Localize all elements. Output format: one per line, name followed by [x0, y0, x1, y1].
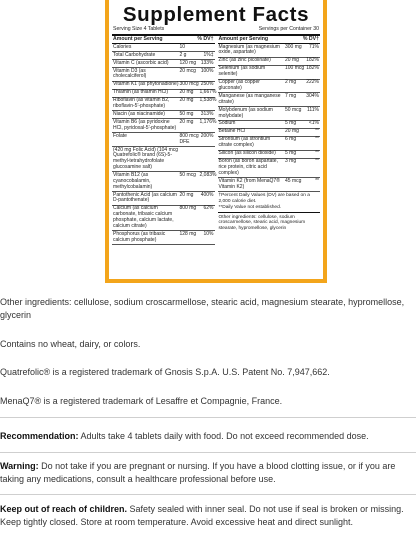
nutrient-dv: 133% [200, 59, 214, 66]
nutrient-row [218, 178, 321, 192]
nutrient-dv: 200% [200, 132, 214, 139]
allergen-text: Contains no wheat, dairy, or colors. [0, 339, 141, 349]
nutrient-row [112, 192, 215, 206]
nutrient-dv: 100% [200, 67, 214, 74]
nutrient-dv: 182% [306, 65, 319, 72]
nutrient-name: Strontium (as strontium citrate complex) [218, 136, 271, 149]
nutrient-name: Vitamin D3 (as cholecalciferol) [113, 67, 147, 80]
nutrient-dv: ** [315, 177, 319, 184]
nutrient-name: Silicon (as silicon dioxide) [218, 150, 276, 157]
serving-size: Serving Size 4 Tablets [113, 26, 165, 32]
nutrient-amount: 20 mcg [179, 67, 196, 74]
servings-per-container: Servings per Container 30 [258, 26, 319, 32]
nutrient-name: Vitamin K1 (as phytonadione) [113, 81, 179, 88]
nutrient-dv: 71% [308, 43, 319, 50]
nutrient-row [218, 80, 321, 94]
nutrient-dv: 250% [200, 81, 214, 88]
nutrient-dv: 222% [306, 79, 319, 86]
nutrient-amount: 120 mg [179, 59, 197, 66]
nutrient-name: Betaine HCl [218, 128, 246, 135]
nutrient-dv: 304% [306, 92, 319, 99]
nutrient-name: Magnesium (as magnesium oxide, aspartate) [218, 43, 280, 56]
nutrient-name: Thiamin (as thiamin HCl) [113, 89, 169, 96]
nutrient-dv: 1,667% [199, 89, 217, 96]
nutrient-dv: 10% [203, 230, 214, 237]
footnote-dv: †Percent Daily Values (DV) are based on a 2,000 calorie diet. [218, 192, 310, 204]
warning-label: Warning: [0, 461, 39, 471]
nutrient-row [218, 107, 321, 121]
nutrient-row [112, 68, 215, 82]
keep-out-of-reach-label: Keep out of reach of children. [0, 504, 128, 514]
column-header-right [218, 36, 321, 44]
nutrient-dv: 182% [306, 57, 319, 64]
warning-text [0, 460, 416, 486]
nutrient-dv: 62% [203, 205, 214, 212]
nutrient-name: (420 mg Folic Acid) (104 mcg Quatrefolic® brand (6S)-5-methyl-tetrahydrofolate glucosamine salt) [113, 146, 179, 171]
nutrient-dv: 111% [306, 106, 319, 113]
nutrient-row [218, 159, 321, 179]
nutrient-dv: ** [315, 150, 319, 157]
menaq7-trademark-text: MenaQ7® is a registered trademark of Lesaffre et Compagnie, France. [0, 396, 283, 406]
nutrient-row [112, 206, 215, 231]
nutrient-amount: 300 mg [285, 43, 302, 50]
nutrient-amount: 2 mg [285, 79, 297, 86]
nutrient-row [112, 60, 215, 68]
header-dv: % DV† [302, 36, 319, 42]
nutrient-row [112, 172, 215, 192]
nutrient-amount: 6 mg [285, 136, 297, 143]
nutrient-amount: 20 mg [285, 128, 299, 135]
recommendation-label: Recommendation: [0, 431, 79, 441]
nutrient-list-left [112, 44, 215, 245]
nutrient-amount: 20 mg [179, 191, 194, 198]
nutrient-name: Zinc (as zinc picolinate) [218, 57, 271, 64]
nutrient-name: Sodium [218, 120, 236, 127]
nutrient-name: Boron (as boron aspartate, rice protein, citric acid complex) [218, 158, 278, 176]
nutrient-amount: 800 mg [179, 205, 197, 212]
nutrient-dv: ** [315, 136, 319, 143]
nutrient-columns [112, 36, 320, 245]
nutrient-row [218, 66, 321, 80]
nutrient-name: Pantothenic Acid (as calcium D-pantothenate) [113, 191, 177, 204]
footnote-not-established: **Daily Value not established. [218, 205, 282, 211]
quatrefolic-trademark-text: Quatrefolic® is a registered trademark of Gnosis S.p.A. U.S. Patent No. 7,947,662. [0, 367, 330, 377]
nutrient-amount: 300 mcg [179, 81, 199, 88]
storage-text [0, 503, 416, 529]
nutrient-row [112, 147, 215, 172]
supplement-facts-label [109, 0, 323, 279]
nutrient-dv: 1%‡ [203, 51, 214, 58]
nutrient-name: Vitamin K2 (from MenaQ7® Vitamin K2) [218, 177, 280, 190]
nutrient-amount: 5 mg [285, 120, 297, 127]
nutrient-dv: ** [315, 128, 319, 135]
nutrient-column-left [112, 36, 215, 245]
other-ingredients-text: Other ingredients: cellulose, sodium croscarmellose, stearic acid, magnesium stearate, hypromellose, glycerin [0, 297, 405, 320]
recommendation-body: Adults take 4 tablets daily with food. Do not exceed recommended dose. [78, 431, 369, 441]
nutrient-column-right [218, 36, 321, 245]
nutrient-name: Riboflavin (as vitamin B2, riboflavin-5'-phosphate) [113, 97, 170, 110]
nutrient-amount: 128 mg [179, 230, 197, 237]
nutrient-row [112, 119, 215, 133]
nutrient-amount: 20 mg [285, 57, 299, 64]
nutrient-row [112, 52, 215, 60]
nutrient-name: Selenium (as sodium selenite) [218, 65, 266, 78]
nutrient-name: Vitamin B12 (as cyanocobalamin, methylcobalamin) [113, 172, 153, 190]
nutrient-row [112, 133, 215, 147]
nutrient-amount: 20 mg [179, 119, 194, 126]
nutrient-list-right [218, 44, 321, 192]
nutrient-amount: 7 mg [285, 92, 297, 99]
nutrient-amount: 5 mg [285, 150, 297, 157]
nutrient-amount: 50 mcg [285, 106, 302, 113]
panel-title: Supplement Facts [122, 3, 310, 26]
nutrient-name: Calcium (as calcium carbonate, tribasic calcium phosphate, calcium lactate, calcium citrate) [113, 205, 174, 229]
nutrient-name: Vitamin C (ascorbic acid) [113, 59, 169, 66]
nutrient-dv: 2,083% [199, 172, 217, 178]
nutrient-dv: 1,176% [199, 119, 217, 126]
divider [0, 452, 416, 453]
serving-info [112, 26, 320, 36]
nutrient-name: Niacin (as niacinamide) [113, 111, 165, 118]
nutrient-amount [180, 148, 200, 171]
panel-other-ingredients: Other ingredients: cellulose, sodium croscarmellose, stearic acid, magnesium stearate, hypromellose, glycerin [218, 212, 321, 232]
nutrient-amount: 3 mg [285, 158, 297, 165]
header-amount: Amount per Serving [113, 36, 163, 42]
nutrient-amount: 50 mcg [179, 172, 196, 178]
nutrient-amount: 2 g [179, 51, 187, 58]
column-header-left [112, 36, 215, 44]
nutrient-dv: <1% [308, 120, 319, 127]
nutrient-dv [200, 45, 214, 51]
nutrient-name: Phosphorus (as tribasic calcium phosphate) [113, 230, 166, 243]
nutrient-amount: 20 mg [179, 97, 194, 104]
nutrient-name: Total Carbohydrate [113, 51, 156, 58]
nutrient-amount: 10 [179, 43, 186, 50]
nutrient-name: Copper (as copper gluconate) [218, 79, 260, 91]
supplement-facts-panel [105, 0, 327, 283]
nutrient-amount: 20 mg [179, 89, 194, 96]
nutrient-amount: 100 mcg [285, 65, 305, 72]
nutrient-amount: 45 mcg [285, 177, 302, 184]
storage-body: Safety sealed with inner seal. Do not use if seal is broken or missing. Keep tightly closed. Store at room temperature. Avoid excessive heat and direct sunlight. [0, 504, 404, 527]
nutrient-amount: 50 mg [179, 111, 194, 118]
divider [0, 494, 416, 495]
nutrient-row [218, 93, 321, 107]
nutrient-dv [200, 148, 214, 171]
nutrient-row [218, 137, 321, 151]
nutrient-dv: ** [315, 158, 319, 165]
nutrient-row [218, 44, 321, 58]
divider [0, 417, 416, 418]
nutrient-dv: 400% [200, 191, 214, 198]
nutrient-name: Manganese (as manganese citrate) [218, 92, 281, 105]
recommendation-text [0, 430, 416, 443]
nutrient-dv: 313% [200, 111, 214, 118]
warning-body: Do not take if you are pregnant or nursing. If you have a blood clotting issue, or if you are taking any medications, consult a healthcare professional before use. [0, 461, 396, 484]
nutrient-name: Molybdenum (as sodium molybdate) [218, 106, 273, 119]
nutrient-name: Calories [113, 43, 132, 50]
header-amount: Amount per Serving [218, 36, 269, 42]
nutrient-dv: 1,538% [199, 97, 217, 104]
header-dv: % DV† [197, 36, 214, 42]
nutrient-name: Folate [113, 132, 127, 139]
nutrient-row [112, 231, 215, 245]
nutrient-row [112, 44, 215, 52]
nutrient-amount: 800 mcg DFE [179, 132, 199, 145]
nutrient-row [112, 98, 215, 112]
nutrient-name: Vitamin B6 (as pyridoxine HCl, pyridoxal-5'-phosphate) [113, 119, 177, 131]
